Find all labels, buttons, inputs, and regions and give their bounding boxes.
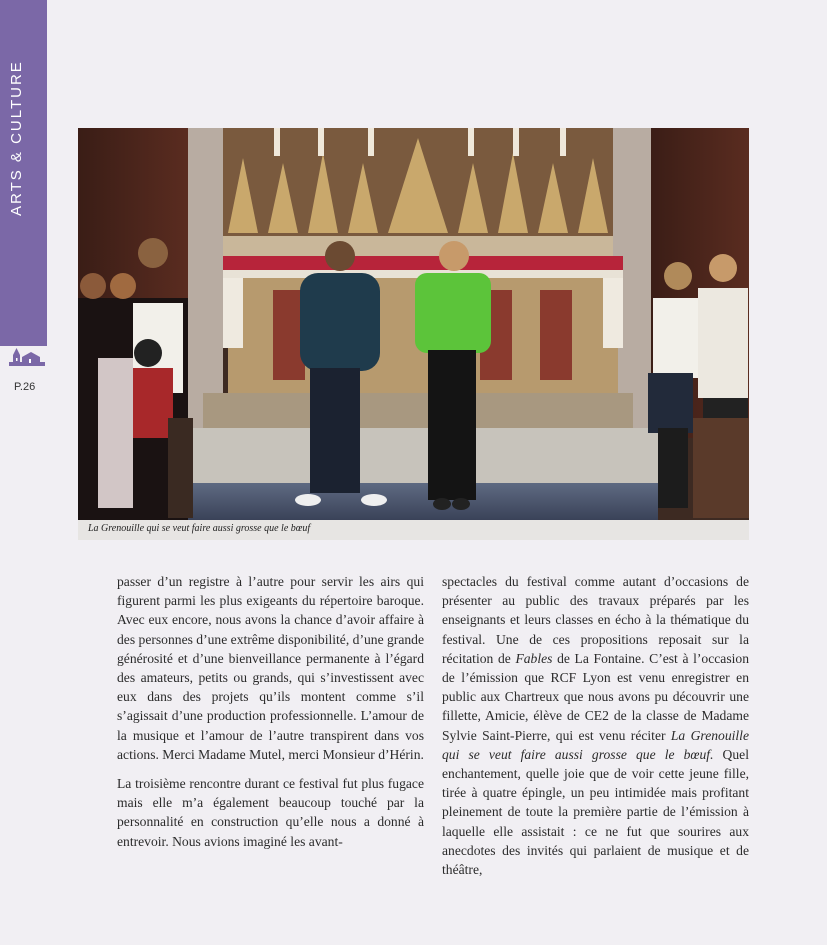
article-column-right xyxy=(442,572,749,889)
section-label: ARTS & CULTURE xyxy=(8,60,25,216)
page-number: P.26 xyxy=(14,381,36,393)
article-column-left xyxy=(117,572,424,861)
section-band xyxy=(0,0,47,346)
text-run: spectacles du festival comme autant d’occasions de présenter au public des travaux préparés par les enseignants et leurs classes en écho à la thématique du festival. Une de ces propositions reposait sur la récitation de xyxy=(442,574,749,666)
paragraph: passer d’un registre à l’autre pour servir les airs qui figurent parmi les plus exigeants du répertoire baroque. Avec eux encore, nous avons la chance d’avoir affaire à des personnes d’une extrême disponibilité, d’une grande générosité et d’une bienveillance permanente à l’égard des amateurs, petits ou grands, qui s’investissent avec eux dans des projets qu’ils montent comme s’il s’agissait d’une production professionnelle. L’amour de la musique et l’amour de l’autre transpirent dans vos actions. Merci Madame Mutel, merci Monsieur d’Hérin. xyxy=(117,574,424,762)
church-logo-icon xyxy=(9,346,45,368)
text-run: Quel enchantement, quelle joie que de voir cette jeune fille, tirée à quatre épingle, un peu intimidée mais profitant pleinement de toute la première partie de l’émission à laquelle elle assistait : ce ne fut que sourires aux anecdotes des invités qui parlaient de musique et de théâtre, xyxy=(442,746,749,878)
choir-photo xyxy=(78,128,749,520)
italic-title: La Grenouille qui se veut faire aussi grosse que le bœuf. xyxy=(442,727,749,762)
photo-caption: La Grenouille qui se veut faire aussi grosse que le bœuf xyxy=(88,523,311,534)
paragraph: La troisième rencontre durant ce festival fut plus fugace mais elle m’a également beaucoup touché par la personnalité en construction qu’elle nous a donné à entrevoir. Nous avions imaginé les avant- xyxy=(117,776,424,849)
photo-caption-bar xyxy=(78,520,749,540)
paragraph xyxy=(442,572,749,879)
text-run: de La Fontaine. C’est à l’occasion de l’émission que RCF Lyon est venu enregistrer en public aux Chartreux que nous avons pu découvrir une fillette, Amicie, élève de CE2 de la classe de Madame Sylvie Saint-Pierre, qui est venu réciter xyxy=(442,650,749,743)
italic-title: Fables xyxy=(515,650,553,666)
